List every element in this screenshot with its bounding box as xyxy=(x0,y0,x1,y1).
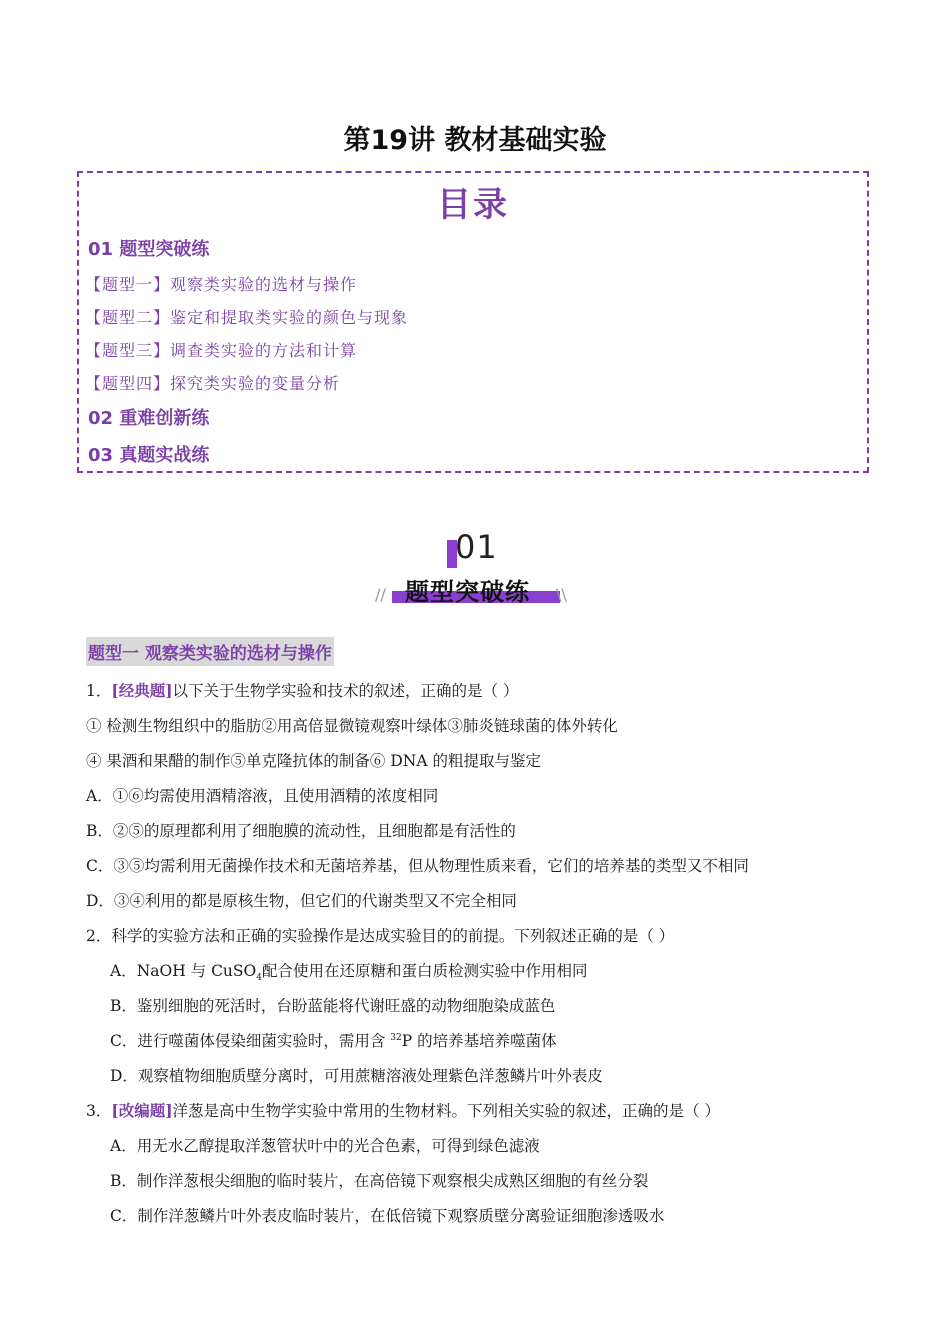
q3-tag: [改编题] xyxy=(111,1101,173,1120)
q1-number: 1． xyxy=(86,682,112,700)
q3-number: 3． xyxy=(86,1102,112,1120)
toc-section-3[interactable]: 03 真题实战练 xyxy=(88,445,210,466)
q2-option-b[interactable]: B．鉴别细胞的死活时，台盼蓝能将代谢旺盛的动物细胞染成蓝色 xyxy=(110,997,556,1015)
q1-option-a[interactable]: A．①⑥均需使用酒精溶液，且使用酒精的浓度相同 xyxy=(86,787,439,805)
toc-heading: 目录 xyxy=(437,185,509,225)
table-of-contents xyxy=(77,171,869,473)
lesson-title: 第19讲 教材基础实验 xyxy=(343,125,607,156)
q2-option-a-text-1: A．NaOH 与 CuSO xyxy=(110,962,257,980)
q2-option-c-text-1: C．进行噬菌体侵染细菌实验时，需用含 xyxy=(110,1032,391,1050)
toc-item-3[interactable]: 【题型三】调查类实验的方法和计算 xyxy=(85,341,358,360)
q2-option-a-text-2: 配合使用在还原糖和蛋白质检测实验中作用相同 xyxy=(261,962,588,980)
q3-stem xyxy=(86,1099,720,1121)
q2-option-c-superscript: 32 xyxy=(390,1032,402,1043)
q1-tag: [经典题] xyxy=(111,681,173,700)
banner-label: 题型突破练 xyxy=(405,578,530,606)
section-banner xyxy=(370,528,580,608)
q2-option-a-subscript: 4 xyxy=(256,973,262,984)
q1-option-d[interactable]: D．③④利用的都是原核生物，但它们的代谢类型又不完全相同 xyxy=(86,892,517,910)
q1-stem-text: 以下关于生物学实验和技术的叙述，正确的是（ ） xyxy=(172,682,519,700)
banner-number: 01 xyxy=(455,528,498,566)
q1-items-line-2: ④ 果酒和果醋的制作⑤单克隆抗体的制备⑥ DNA 的粗提取与鉴定 xyxy=(86,752,541,770)
question-type-heading: 题型一 观察类实验的选材与操作 xyxy=(86,637,334,666)
banner-left-deco: // xyxy=(375,585,386,604)
toc-item-4[interactable]: 【题型四】探究类实验的变量分析 xyxy=(85,374,341,393)
toc-item-1[interactable]: 【题型一】观察类实验的选材与操作 xyxy=(85,275,358,294)
q3-option-b[interactable]: B．制作洋葱根尖细胞的临时装片，在高倍镜下观察根尖成熟区细胞的有丝分裂 xyxy=(110,1172,649,1190)
q3-option-c[interactable]: C．制作洋葱鳞片叶外表皮临时装片，在低倍镜下观察质壁分离验证细胞渗透吸水 xyxy=(110,1207,665,1225)
q1-option-b[interactable]: B．②⑤的原理都利用了细胞膜的流动性，且细胞都是有活性的 xyxy=(86,822,516,840)
toc-section-2[interactable]: 02 重难创新练 xyxy=(88,408,210,429)
q1-stem xyxy=(86,679,518,701)
toc-item-2[interactable]: 【题型二】鉴定和提取类实验的颜色与现象 xyxy=(85,308,409,327)
q2-stem: 2．科学的实验方法和正确的实验操作是达成实验目的的前提。下列叙述正确的是（ ） xyxy=(86,927,675,945)
toc-section-1[interactable]: 01 题型突破练 xyxy=(88,239,210,260)
q2-option-d[interactable]: D．观察植物细胞质壁分离时，可用蔗糖溶液处理紫色洋葱鳞片叶外表皮 xyxy=(110,1067,603,1085)
q2-option-c-text-2: P 的培养基培养噬菌体 xyxy=(401,1032,557,1050)
banner-right-deco: \\ xyxy=(556,585,567,604)
q2-option-a[interactable] xyxy=(110,959,588,983)
q3-option-a[interactable]: A．用无水乙醇提取洋葱管状叶中的光合色素，可得到绿色滤液 xyxy=(110,1137,540,1155)
q1-option-c[interactable]: C．③⑤均需利用无菌操作技术和无菌培养基，但从物理性质来看，它们的培养基的类型又不相同 xyxy=(86,857,749,875)
q2-option-c[interactable] xyxy=(110,1029,557,1051)
q1-items-line-1: ① 检测生物组织中的脂肪②用高倍显微镜观察叶绿体③肺炎链球菌的体外转化 xyxy=(86,717,618,735)
q3-stem-text: 洋葱是高中生物学实验中常用的生物材料。下列相关实验的叙述，正确的是（ ） xyxy=(172,1102,720,1120)
